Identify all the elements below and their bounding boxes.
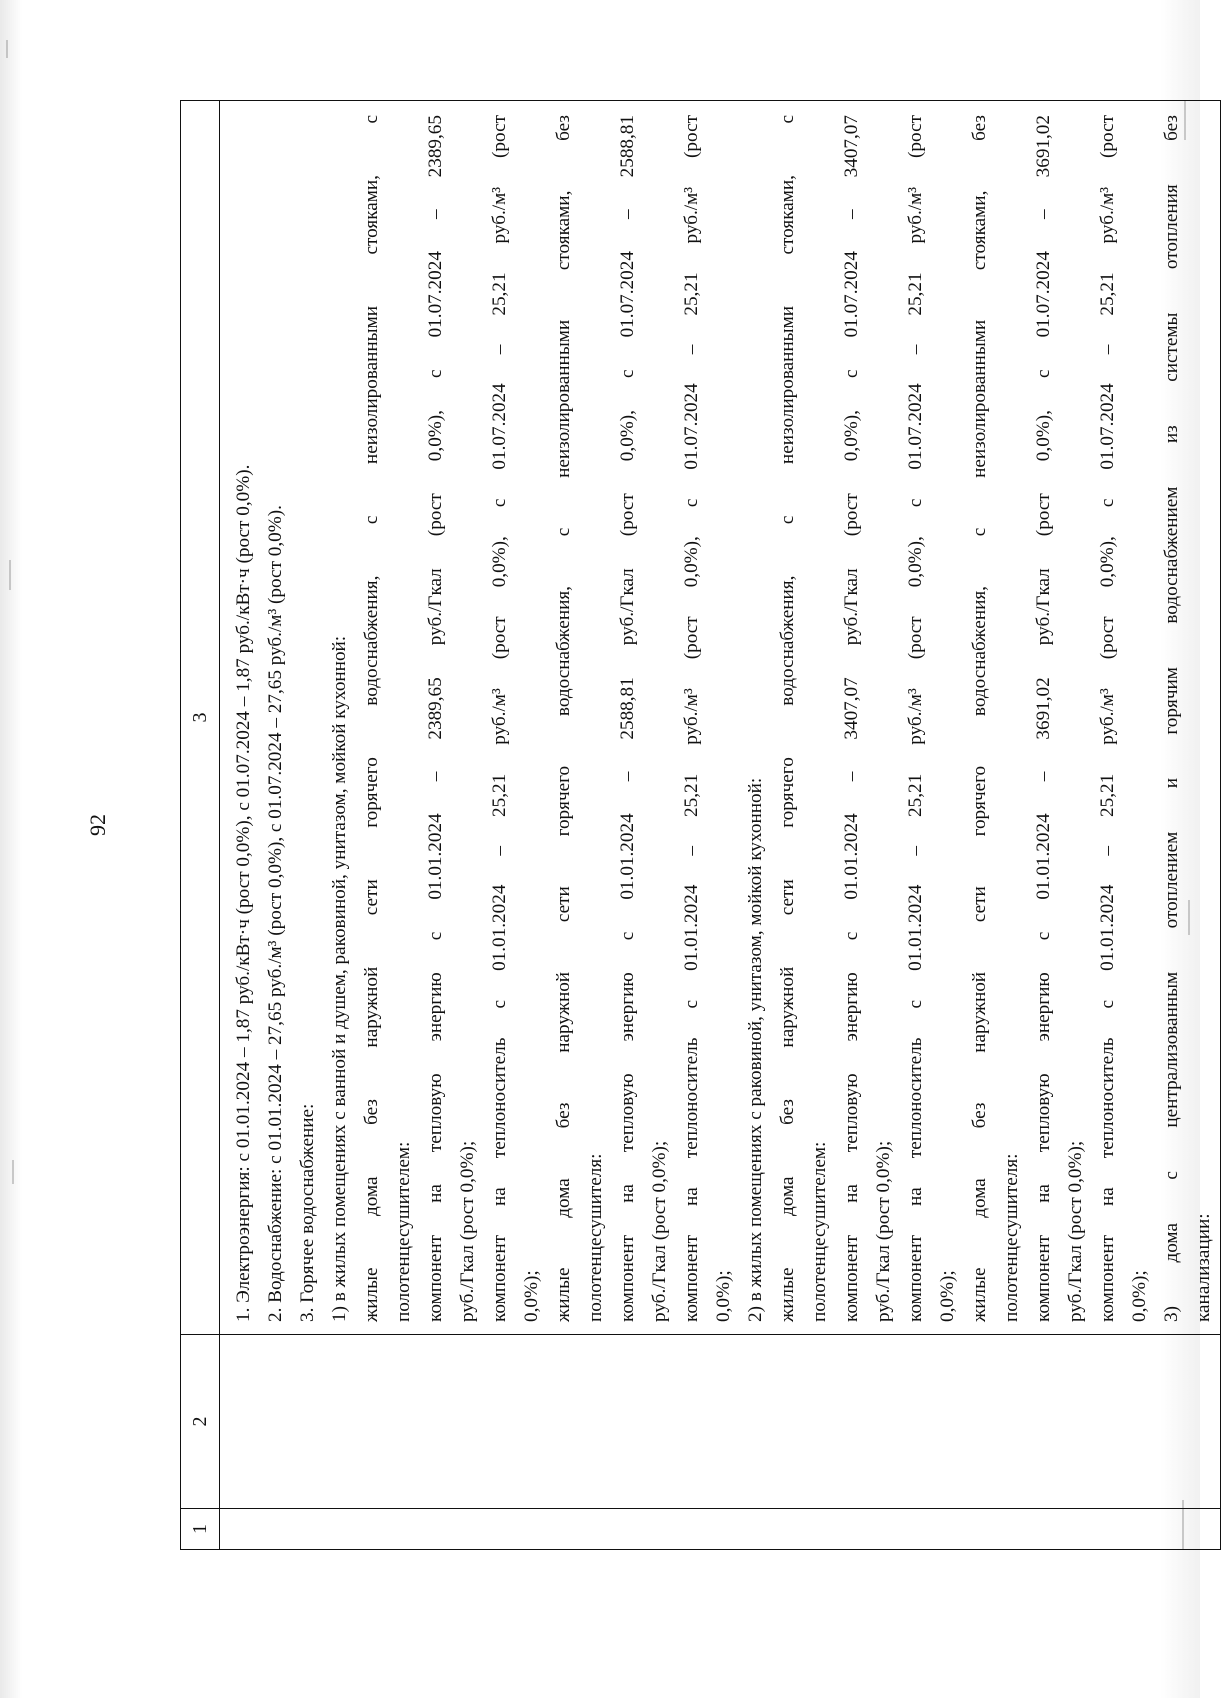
body-col-3 [220, 101, 1221, 1335]
text-line: компонент на теплоноситель с 01.01.2024 – 25,21 руб./м³ (рост 0,0%), с 01.07.2024 – 25,21 руб./м³ (рост [489, 115, 510, 1322]
header-col-2: 2 [181, 1335, 220, 1509]
text-line: компонент на тепловую энергию с 01.01.2024 – 3691,02 руб./Гкал (рост 0,0%), с 01.07.2024 – 3691,02 [1033, 115, 1054, 1322]
text-line: руб./Гкал (рост 0,0%); [457, 1140, 478, 1322]
text-line: полотенцесушителем: [393, 1141, 414, 1322]
header-col-1: 1 [181, 1509, 220, 1550]
rotated-page [85, 100, 1214, 1550]
scan-speck [9, 560, 11, 590]
text-line: компонент на теплоноситель с 01.01.2024 – 25,21 руб./м³ (рост 0,0%), с 01.07.2024 – 25,21 руб./м³ (рост [1097, 115, 1118, 1322]
text-line: 2. Водоснабжение: с 01.01.2024 – 27,65 руб./м³ (рост 0,0%), с 01.07.2024 – 27,65 руб./м³ (рост 0,0%). [265, 505, 286, 1322]
text-line: канализации: [1193, 1213, 1214, 1322]
table-header-row [181, 101, 220, 1550]
text-line: компонент на тепловую энергию с 01.01.2024 – 3407,07 руб./Гкал (рост 0,0%), с 01.07.2024 – 3407,07 [841, 115, 862, 1322]
text-line: компонент на тепловую энергию с 01.01.2024 – 2389,65 руб./Гкал (рост 0,0%), с 01.07.2024 – 2389,65 [425, 115, 446, 1322]
tariff-text [228, 115, 1220, 1322]
text-line: жилые дома без наружной сети горячего водоснабжения, с неизолированными стояками, без [969, 115, 990, 1322]
text-line: жилые дома без наружной сети горячего водоснабжения, с неизолированными стояками, с [777, 115, 798, 1322]
body-col-2 [220, 1335, 1221, 1509]
text-line: руб./Гкал (рост 0,0%); [649, 1140, 670, 1322]
text-line: компонент на теплоноситель с 01.01.2024 – 25,21 руб./м³ (рост 0,0%), с 01.07.2024 – 25,21 руб./м³ (рост [905, 115, 926, 1322]
text-line: 1) в жилых помещениях с ванной и душем, раковиной, унитазом, мойкой кухонной: [329, 635, 350, 1322]
text-line: полотенцесушителя: [1001, 1153, 1022, 1322]
text-line: 1. Электроэнергия: с 01.01.2024 – 1,87 руб./кВт·ч (рост 0,0%), с 01.07.2024 – 1,87 руб./кВт·ч (рост 0,0%). [233, 464, 254, 1322]
text-line: 0,0%); [713, 1270, 734, 1322]
text-line: жилые дома без наружной сети горячего водоснабжения, с неизолированными стояками, без [553, 115, 574, 1322]
text-line: 0,0%); [937, 1270, 958, 1322]
text-line: 3. Горячее водоснабжение: [297, 1103, 318, 1322]
page-number: 92 [85, 814, 110, 836]
scan-speck [12, 1160, 14, 1184]
text-line: компонент на тепловую энергию с 01.01.2024 – 2588,81 руб./Гкал (рост 0,0%), с 01.07.2024 – 2588,81 [617, 115, 638, 1322]
header-col-3: 3 [181, 101, 220, 1335]
text-line: жилые дома без наружной сети горячего водоснабжения, с неизолированными стояками, с [361, 115, 382, 1322]
text-line: полотенцесушителя: [585, 1153, 606, 1322]
text-line: 0,0%); [521, 1270, 542, 1322]
text-line: 2) в жилых помещениях с раковиной, унитазом, мойкой кухонной: [745, 777, 766, 1322]
text-line: компонент на теплоноситель с 01.01.2024 – 25,21 руб./м³ (рост 0,0%), с 01.07.2024 – 25,21 руб./м³ (рост [681, 115, 702, 1322]
scan-speck [6, 40, 8, 58]
text-line: руб./Гкал (рост 0,0%); [873, 1140, 894, 1322]
scan-edge-left [0, 0, 22, 1698]
text-line: полотенцесушителем: [809, 1141, 830, 1322]
body-col-1 [220, 1509, 1221, 1550]
tariff-table [180, 100, 1221, 1550]
text-line: 3) дома с централизованным отоплением и горячим водоснабжением из системы отопления без [1161, 115, 1182, 1322]
text-line: руб./Гкал (рост 0,0%); [1065, 1140, 1086, 1322]
text-line: 0,0%); [1129, 1270, 1150, 1322]
table-body-row [220, 101, 1221, 1550]
